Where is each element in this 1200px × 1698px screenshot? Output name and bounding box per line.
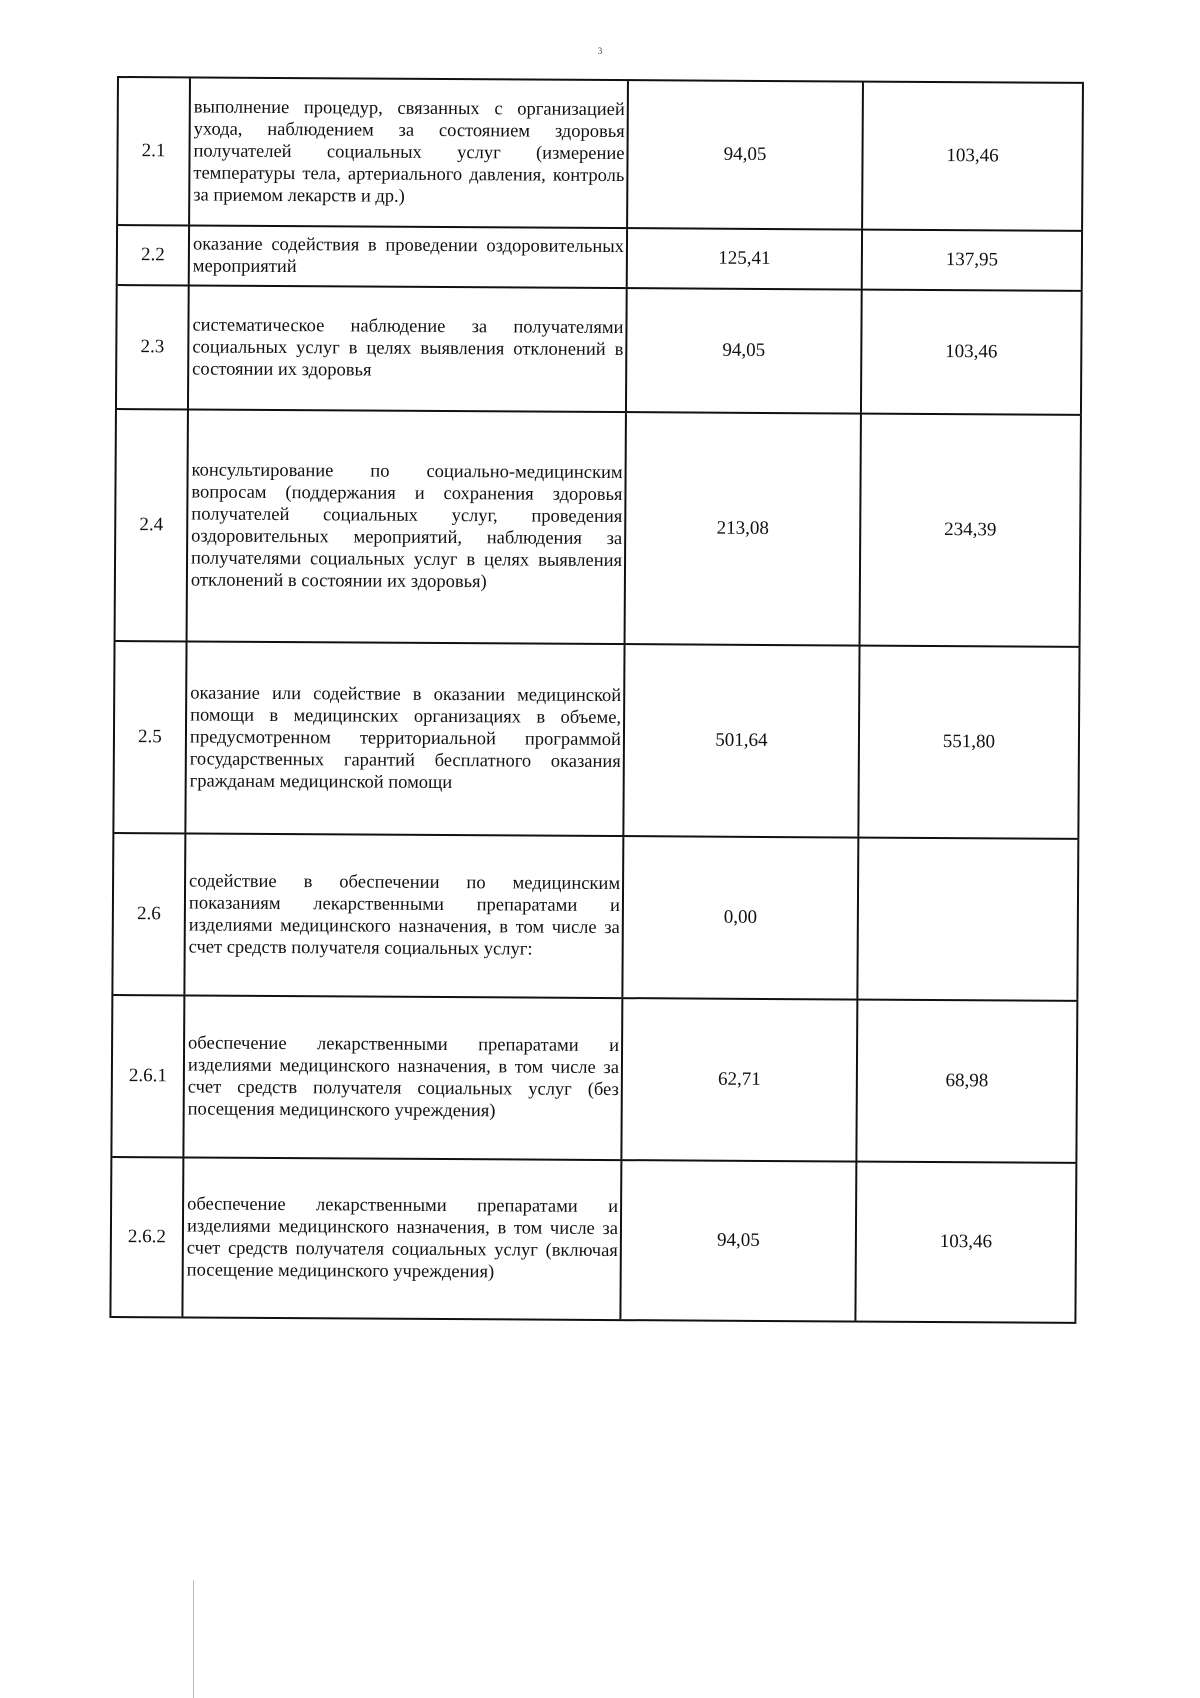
service-description: обеспечение лекарственными препаратами и изделиями медицинского назначения, в том числе за счет средств получателя социальных услуг (без посещения медицинского учреждения) <box>184 996 623 1159</box>
row-number: 2.6.1 <box>112 996 185 1156</box>
service-description: оказание содействия в проведении оздоровительных мероприятий <box>190 226 628 287</box>
table-row <box>112 996 1078 1164</box>
row-number: 2.6.2 <box>111 1158 184 1316</box>
tariff-value-2 <box>858 839 1079 1000</box>
row-number: 2.3 <box>117 286 190 408</box>
tariff-value-1: 125,41 <box>628 229 863 288</box>
tariff-value-1: 94,05 <box>628 81 864 228</box>
service-description: выполнение процедур, связанных с организацией ухода, наблюдением за состоянием здоровья получателей социальных услуг (измерение температуры тела, артериального давления, контроль за приемом лекарств и др.) <box>190 78 629 227</box>
table-row <box>113 834 1079 1002</box>
row-number: 2.4 <box>116 410 189 640</box>
tariff-value-1: 213,08 <box>626 413 862 644</box>
tariff-value-1: 501,64 <box>624 645 860 836</box>
tariff-value-2: 551,80 <box>859 647 1080 838</box>
table-row <box>116 410 1082 648</box>
tariff-table <box>109 76 1084 1324</box>
service-description: обеспечение лекарственными препаратами и изделиями медицинского назначения, в том числе за счет средств получателя социальных услуг (включая посещение медицинского учреждения) <box>183 1158 622 1319</box>
scan-margin-line <box>193 1580 194 1698</box>
tariff-value-2: 68,98 <box>857 1001 1078 1162</box>
table-row <box>117 286 1083 416</box>
service-description: оказание или содействие в оказании медицинской помощи в медицинских организациях в объеме, предусмотренном территориальной программой государственных гарантий бесплатного оказания гражданам медицинской помощи <box>186 642 625 835</box>
tariff-value-1: 94,05 <box>621 1161 857 1320</box>
service-description: систематическое наблюдение за получателями социальных услуг в целях выявления отклонений в состоянии их здоровья <box>189 286 628 411</box>
service-description: консультирование по социально-медицинским вопросам (поддержания и сохранения здоровья получателей социальных услуг, проведения оздоровительных мероприятий, наблюдения за получателями социальных услуг в целях выявления отклонений в состоянии их здоровья) <box>188 410 627 643</box>
tariff-value-2: 103,46 <box>856 1163 1077 1322</box>
page-number: 3 <box>597 46 603 56</box>
row-number: 2.1 <box>118 78 191 224</box>
table-row <box>118 226 1083 292</box>
table-row <box>114 642 1080 840</box>
tariff-value-2: 137,95 <box>863 231 1083 290</box>
tariff-value-2: 234,39 <box>861 415 1082 646</box>
table-row <box>111 1158 1077 1324</box>
service-description: содействие в обеспечении по медицинским показаниям лекарственными препаратами и изделиями медицинского назначения, в том числе за счет средств получателя социальных услуг: <box>185 834 624 997</box>
tariff-value-1: 94,05 <box>627 289 863 412</box>
tariff-value-1: 0,00 <box>623 837 859 998</box>
tariff-value-2: 103,46 <box>862 291 1083 414</box>
tariff-value-2: 103,46 <box>863 83 1084 230</box>
row-number: 2.2 <box>118 226 190 284</box>
row-number: 2.6 <box>113 834 186 994</box>
tariff-value-1: 62,71 <box>622 999 858 1160</box>
row-number: 2.5 <box>114 642 187 832</box>
table-row <box>118 78 1084 232</box>
